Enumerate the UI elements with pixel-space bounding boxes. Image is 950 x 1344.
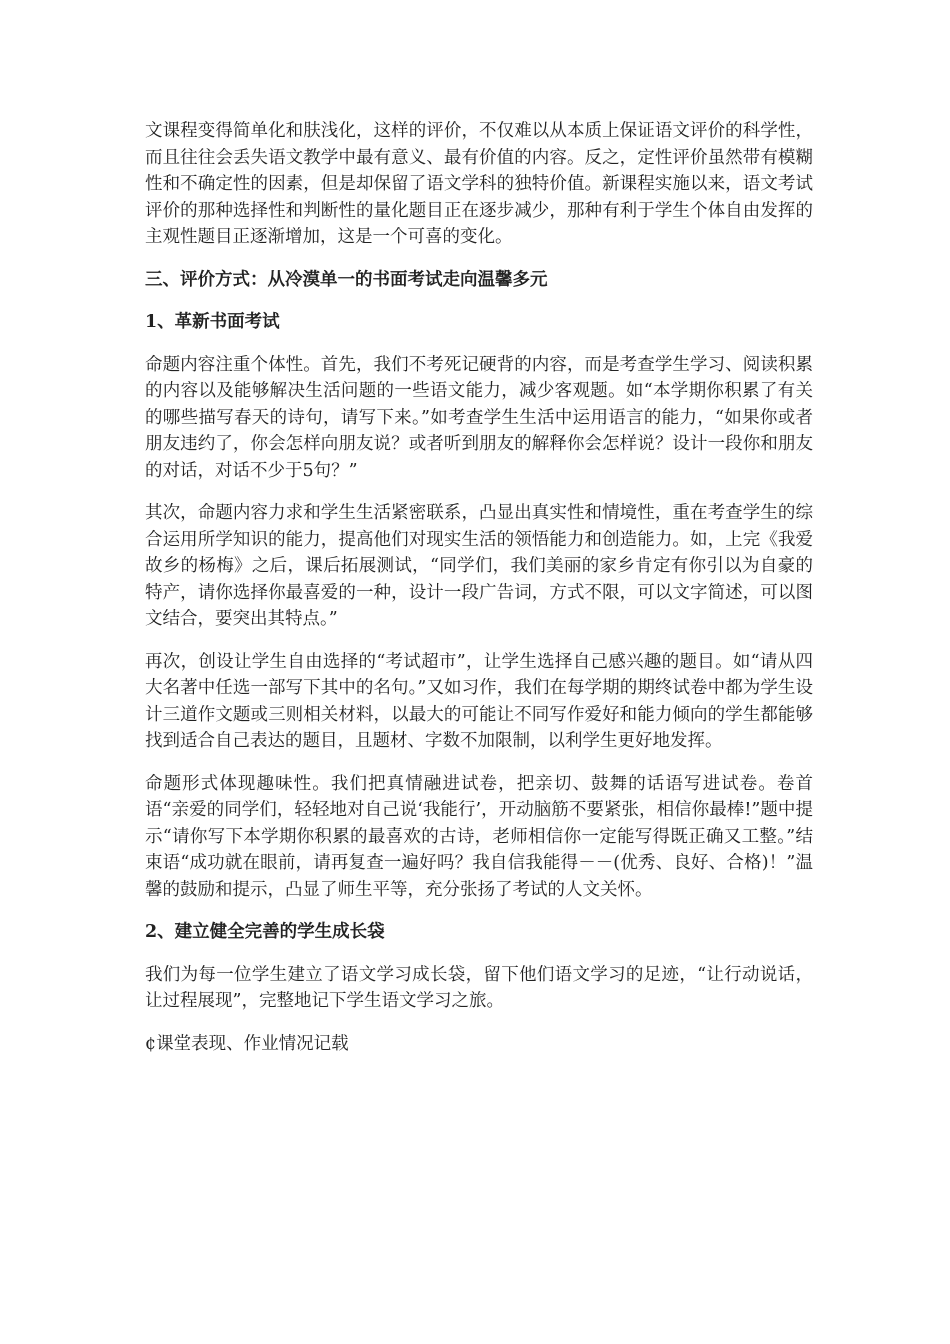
paragraph-exam-supermarket: 再次，创设让学生自由选择的“考试超市”，让学生选择自己感兴趣的题目。如“请从四大名著中任选一部写下其中的名句。”又如习作，我们在每学期的期终试卷中都为学生设计三道作文题或三则相关材料，以最大的可能让不同写作爱好和能力倾向的学生都能够找到适合自己表达的题目，且题材、字数不加限制，以利学生更好地发挥。 xyxy=(145,651,813,751)
paragraph-life-connection: 其次，命题内容力求和学生生活紧密联系，凸显出真实性和情境性，重在考查学生的综合运用所学知识的能力，提高他们对现实生活的领悟能力和创造能力。如，上完《我爱故乡的杨梅》之后，课后拓展测试，“同学们，我们美丽的家乡肯定有你引以为自豪的特产，请你选择你最喜爱的一种，设计一段广告词，方式不限，可以文字简述，可以图文结合，要突出其特点。” xyxy=(145,503,813,629)
paragraph-individuality: 命题内容注重个体性。首先，我们不考死记硬背的内容，而是考查学生学习、阅读积累的内容以及能够解决生活问题的一些语文能力，减少客观题。如“本学期你积累了有关的哪些描写春天的诗句，请写下来。”如考查学生生活中运用语言的能力，“如果你或者朋友违约了，你会怎样向朋友说？或者听到朋友的解释你会怎样说？设计一段你和朋友的对话，对话不少于5句？” xyxy=(145,354,813,481)
section-3-heading: 三、评价方式：从冷漠单一的书面考试走向温馨多元 xyxy=(145,269,548,290)
intro-paragraph: 文课程变得简单化和肤浅化，这样的评价，不仅难以从本质上保证语文评价的科学性，而且往往会丢失语文教学中最有意义、最有价值的内容。反之，定性评价虽然带有模糊性和不确定性的因素，但是却保留了语文学科的独特价值。新课程实施以来，语文考试评价的那种选择性和判断性的量化题目正在逐步减少，那种有利于学生个体自由发挥的主观性题目正逐渐增加，这是一个可喜的变化。 xyxy=(145,121,813,247)
document-page xyxy=(145,118,813,1073)
subsection-2-heading: 2、建立健全完善的学生成长袋 xyxy=(145,922,385,942)
paragraph-interest: 命题形式体现趣味性。我们把真情融进试卷，把亲切、鼓舞的话语写进试卷。卷首语“亲爱的同学们，轻轻地对自己说‘我能行’，开动脑筋不要紧张，相信你最棒!”题中提示“请你写下本学期你积累的最喜欢的古诗，老师相信你一定能写得既正确又工整。”结束语“成功就在眼前，请再复查一遍好吗？我自信我能得－－(优秀、良好、合格)！”温馨的鼓励和提示，凸显了师生平等，充分张扬了考试的人文关怀。 xyxy=(145,773,813,900)
paragraph-growth-bag: 我们为每一位学生建立了语文学习成长袋，留下他们语文学习的足迹，“让行动说话，让过程展现”，完整地记下学生语文学习之旅。 xyxy=(145,964,813,1011)
paragraph-classroom-record: ¢课堂表现、作业情况记载 xyxy=(145,1033,349,1054)
subsection-1-heading: 1、革新书面考试 xyxy=(145,312,280,332)
